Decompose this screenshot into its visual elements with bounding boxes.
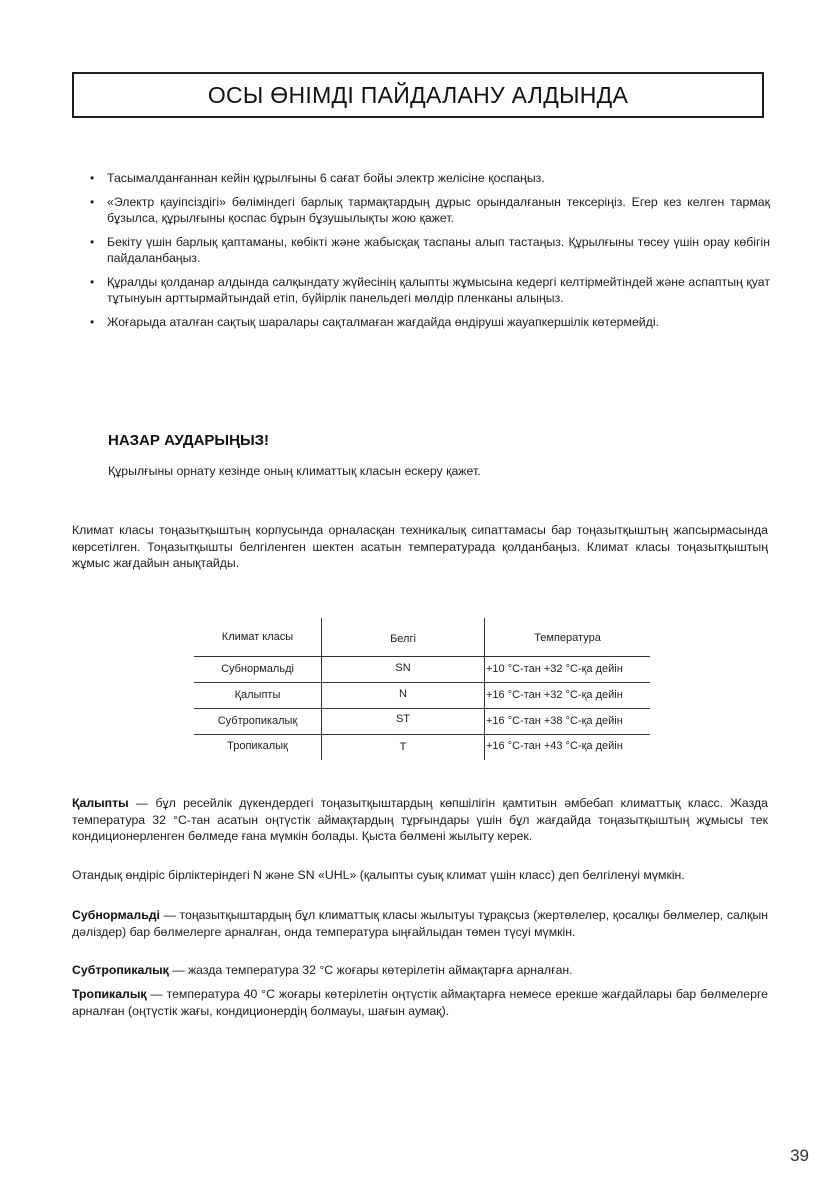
term: Қалыпты (72, 796, 129, 810)
description-text: — тоңазытқыштардың бұл климаттық класы жылытуы тұрақсыз (жертөлелер, қосалқы бөлмелер, салқын дәліздер) бар бөлмелерге арналған, онда температура ыңғайлыдан төмен түсуі мүмкін. (72, 908, 768, 939)
table-cell: +16 °С-тан +32 °С-қа дейін (486, 689, 623, 701)
description-subnormal (72, 907, 768, 940)
climate-class-table (194, 618, 650, 760)
table-cell: Субнормальді (221, 663, 294, 675)
table-cell: T (399, 741, 407, 753)
page-title: ОСЫ ӨНІМДІ ПАЙДАЛАНУ АЛДЫНДА (72, 72, 764, 118)
table-cell: ST (395, 713, 411, 725)
precautions-list (90, 170, 770, 337)
description-tropical (72, 986, 768, 1019)
attention-heading: НАЗАР АУДАРЫҢЫЗ! (108, 432, 270, 449)
table-cell: +10 °С-тан +32 °С-қа дейін (486, 663, 623, 675)
table-cell: +16 °С-тан +38 °С-қа дейін (486, 715, 623, 727)
description-note (72, 867, 768, 884)
attention-text: Құрылғыны орнату кезінде оның климаттық класын ескеру қажет. (108, 464, 481, 478)
table-cell: Тропикалық (227, 740, 288, 752)
table-header-temperature: Температура (534, 632, 601, 644)
description-subtropical (72, 962, 768, 979)
table-header-symbol: Белгі (390, 633, 416, 645)
table-cell: N (399, 688, 407, 700)
list-item: • Жоғарыда аталған сақтық шаралары сақталмаған жағдайда өндіруші жауапкершілік көтермейді. (90, 314, 770, 331)
table-rule (194, 682, 650, 683)
list-item: • Құралды қолданар алдында салқындату жүйесінің қалыпты жұмысына кедергі келтірмейтіндей және аспаптың қуат тұтынуын арттырмайтындай етіп, бүйірлік панельдегі мөлдір пленканы алыңыз. (90, 274, 770, 307)
description-text: — бұл ресейлік дүкендердегі тоңазытқыштардың көпшілігін қамтитын әмбебап климаттық класс. Жазда температура 32 °С-тан асатын оңтүстік аймақтардың тұрғындары үшін бұл жағдайда тоңазытқыштың жұмысы тек кондиционерленген бөлмеде ғана мүмкін болады. Қыста бөлмені жылыту керек. (72, 796, 768, 843)
list-item: • Тасымалданғаннан кейін құрылғыны 6 сағат бойы электр желісіне қоспаңыз. (90, 170, 770, 187)
term: Субнормальді (72, 908, 160, 922)
table-cell: Қалыпты (234, 689, 281, 701)
page-number: 39 (790, 1146, 809, 1165)
table-rule (194, 656, 650, 657)
term: Субтропикалық (72, 963, 169, 977)
term: Тропикалық (72, 987, 147, 1001)
list-item: • Бекіту үшін барлық қаптаманы, көбікті және жабысқақ таспаны алып тастаңыз. Құрылғыны төсеу үшін орау көбігін пайдаланбаңыз. (90, 234, 770, 267)
list-item: • «Электр қауіпсіздігі» бөліміндегі барлық тармақтардың дұрыс орындалғанын тексеріңіз. Егер кез келген тармақ бұзылса, құрылғыны қоспас бұрын бұзушылықты жою қажет. (90, 194, 770, 227)
climate-class-intro: Климат класы тоңазытқыштың корпусында орналасқан техникалық сипаттамасы бар тоңазытқыштың жапсырмасында көрсетілген. Тоңазытқышты белгіленген шектен асатын температурада қолданбаңыз. Климат класы тоңазытқыштың жұмыс жағдайын анықтайды. (72, 523, 768, 570)
description-text: Отандық өндіріс бірліктеріндегі N және SN «UHL» (қалыпты суық климат үшін класс) деп белгіленуі мүмкін. (72, 868, 685, 882)
description-text: — температура 40 °С жоғары көтерілетін оңтүстік аймақтарға немесе ерекше жағдайлары бар бөлмелерге арналған (оңтүстік жағы, кондиционердің болмауы, шағын аумақ). (72, 987, 768, 1018)
table-header-class: Климат класы (221, 631, 294, 643)
description-normal (72, 795, 768, 845)
description-text: — жазда температура 32 °С жоғары көтерілетін аймақтарға арналған. (168, 963, 573, 977)
table-cell: Субтропикалық (217, 715, 298, 727)
table-rule (194, 708, 650, 709)
table-cell: +16 °С-тан +43 °С-қа дейін (486, 740, 623, 752)
table-cell: SN (395, 662, 411, 674)
table-rule (194, 734, 650, 735)
